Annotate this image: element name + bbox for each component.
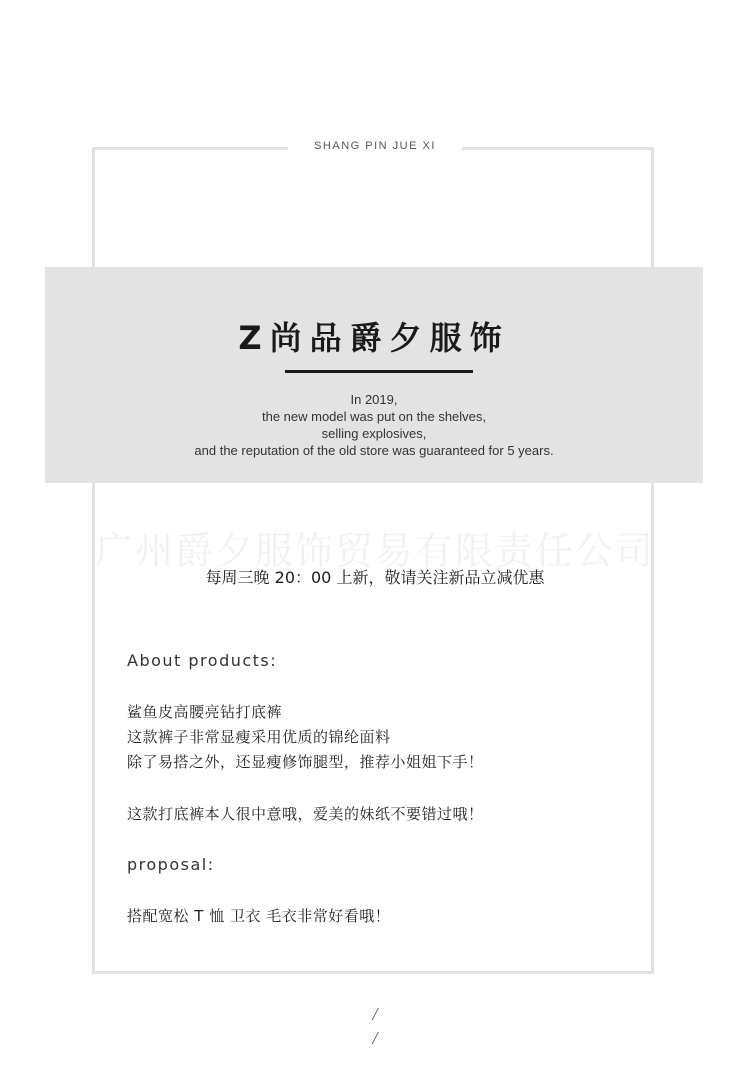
slogan-line: selling explosives,	[321, 426, 427, 441]
proposal-text: 搭配宽松 T 恤 卫衣 毛衣非常好看哦！	[127, 907, 391, 925]
personal-comment: 这款打底裤本人很中意哦，爱美的妹纸不要错过哦！	[127, 805, 484, 823]
slash-decoration: /	[372, 1004, 378, 1024]
slogan-line: and the reputation of the old store was guaranteed for 5 years.	[194, 443, 554, 458]
description-line: 这款裤子非常显瘦采用优质的锦纶面料	[127, 728, 391, 746]
title-banner	[45, 267, 703, 483]
brand-tag: SHANG PIN JUE XI	[288, 136, 462, 156]
company-watermark: 广州爵夕服饰贸易有限责任公司	[94, 529, 655, 573]
banner-title: Z尚品爵夕服饰	[238, 319, 510, 357]
about-products-heading: About products:	[127, 651, 278, 670]
description-line: 除了易搭之外，还显瘦修饰腿型，推荐小姐姐下手！	[127, 753, 484, 771]
description-line: 鲨鱼皮高腰亮钻打底裤	[127, 703, 283, 721]
slogan-line: In 2019,	[350, 392, 398, 407]
slogan-line: the new model was put on the shelves,	[261, 409, 487, 424]
title-underline	[285, 370, 473, 373]
proposal-heading: proposal:	[127, 855, 215, 874]
banner-slogan	[45, 391, 703, 459]
new-arrival-notice: 每周三晚 20：00 上新，敬请关注新品立减优惠	[205, 568, 545, 587]
slash-decoration: /	[372, 1028, 378, 1048]
about-products-description	[127, 700, 484, 775]
